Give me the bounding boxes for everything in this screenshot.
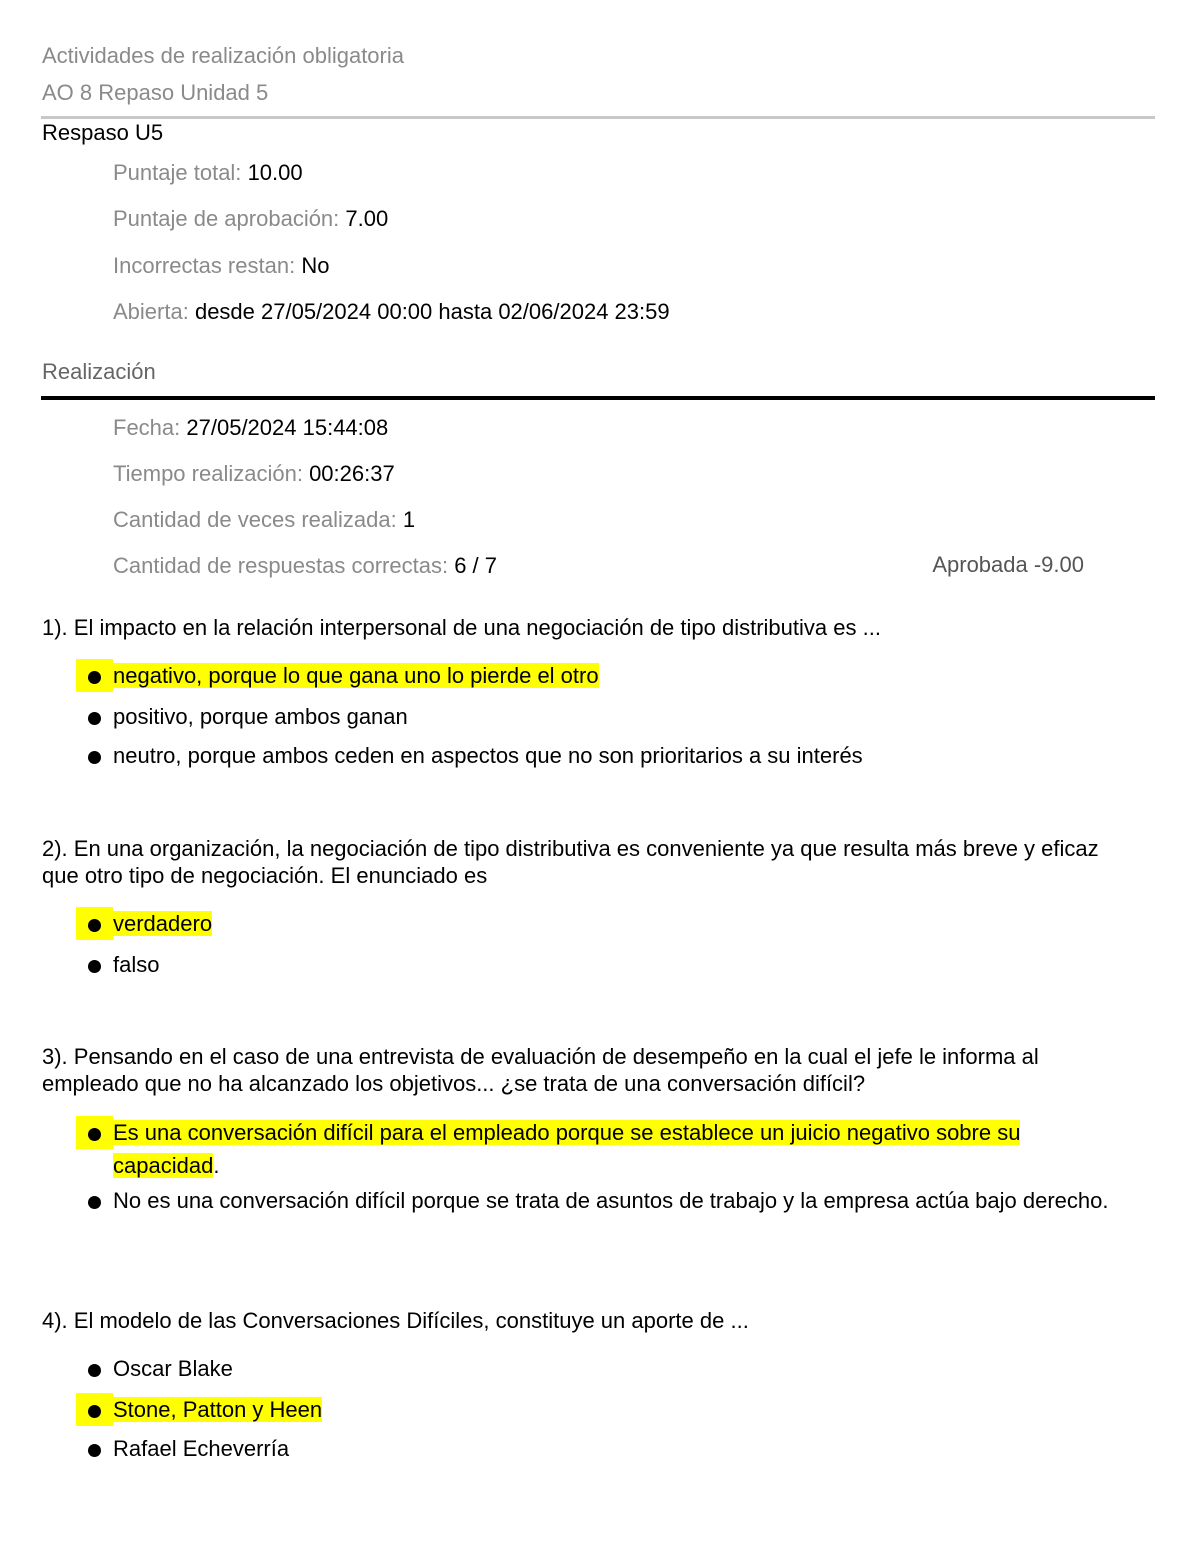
option-label: neutro, porque ambos ceden en aspectos que no son prioritarios a su interés <box>113 743 863 768</box>
open-period-row <box>113 299 670 325</box>
attempt-time-label: Tiempo realización: <box>113 461 303 486</box>
question-3-text: 3). Pensando en el caso de una entrevista de evaluación de desempeño en la cual el jefe le informa al empleado que no ha alcanzado los objetivos... ¿se trata de una conversación difícil? <box>42 1044 1039 1096</box>
correct-answers-row <box>113 553 497 579</box>
question-2-option-1 <box>76 907 1116 940</box>
question-4-option-2 <box>76 1393 1116 1426</box>
status-badge: Aprobada -9.00 <box>932 552 1084 577</box>
total-score-label: Puntaje total: <box>113 160 242 185</box>
attempt-date-value: 27/05/2024 15:44:08 <box>186 415 389 440</box>
bullet-icon <box>76 1352 113 1385</box>
option-label: Stone, Patton y Heen <box>113 1397 323 1422</box>
passing-score-row <box>113 206 388 232</box>
passing-score-label: Puntaje de aprobación: <box>113 206 340 231</box>
correct-answers-value: 6 / 7 <box>454 553 498 578</box>
total-score-value: 10.00 <box>247 160 303 185</box>
breadcrumb-activity: AO 8 Repaso Unidad 5 <box>42 80 269 105</box>
attempt-count-value: 1 <box>402 507 416 532</box>
breadcrumb-section: Actividades de realización obligatoria <box>42 43 404 68</box>
bullet-icon <box>76 700 113 733</box>
question-2-text: 2). En una organización, la negociación de tipo distributiva es conveniente ya que resulta más breve y eficaz que otro tipo de negociación. El enunciado es <box>42 836 1099 888</box>
question-3-option-1 <box>76 1116 1116 1182</box>
passing-score-value: 7.00 <box>345 206 389 231</box>
attempt-section-label: Realización <box>42 359 156 384</box>
question-1-text: 1). El impacto en la relación interpersonal de una negociación de tipo distributiva es ... <box>42 615 881 640</box>
bullet-icon <box>76 1116 113 1149</box>
option-label: Es una conversación difícil para el empleado porque se establece un juicio negativo sobre su capacidad <box>113 1120 1021 1178</box>
attempt-time-row <box>113 461 395 487</box>
question-1-option-3 <box>76 739 1116 772</box>
question-4-option-3 <box>76 1432 1116 1465</box>
wrong-penalty-value: No <box>301 253 330 278</box>
option-label: No es una conversación difícil porque se trata de asuntos de trabajo y la empresa actúa bajo derecho. <box>113 1188 1109 1213</box>
attempt-time-value: 00:26:37 <box>309 461 395 486</box>
bullet-icon <box>76 659 113 692</box>
correct-answers-label: Cantidad de respuestas correctas: <box>113 553 449 578</box>
option-label: verdadero <box>113 911 213 936</box>
bullet-icon <box>76 1184 113 1217</box>
attempt-date-label: Fecha: <box>113 415 181 440</box>
option-label: Oscar Blake <box>113 1356 233 1381</box>
question-4-text: 4). El modelo de las Conversaciones Difíciles, constituye un aporte de ... <box>42 1308 749 1333</box>
bullet-icon <box>76 1432 113 1465</box>
option-suffix: . <box>213 1153 220 1178</box>
quiz-title: Respaso U5 <box>42 120 164 145</box>
open-period-label: Abierta: <box>113 299 189 324</box>
total-score-row <box>113 160 303 186</box>
option-label: positivo, porque ambos ganan <box>113 704 408 729</box>
question-4-option-1 <box>76 1352 1116 1385</box>
open-period-value: desde 27/05/2024 00:00 hasta 02/06/2024 23:59 <box>194 299 670 324</box>
bullet-icon <box>76 948 113 981</box>
wrong-penalty-label: Incorrectas restan: <box>113 253 296 278</box>
bullet-icon <box>76 739 113 772</box>
attempt-count-row <box>113 507 415 533</box>
bullet-icon <box>76 907 113 940</box>
wrong-penalty-row <box>113 253 329 279</box>
bullet-icon <box>76 1393 113 1426</box>
attempt-date-row <box>113 415 388 441</box>
option-label: Rafael Echeverría <box>113 1436 290 1461</box>
question-1-option-1 <box>76 659 1116 692</box>
attempt-count-label: Cantidad de veces realizada: <box>113 507 397 532</box>
option-label: falso <box>113 952 160 977</box>
question-1-option-2 <box>76 700 1116 733</box>
question-3-option-2 <box>76 1184 1116 1217</box>
header-divider <box>41 116 1155 119</box>
question-2-option-2 <box>76 948 1116 981</box>
attempt-divider <box>41 396 1155 400</box>
option-label: negativo, porque lo que gana uno lo pierde el otro <box>113 663 599 688</box>
